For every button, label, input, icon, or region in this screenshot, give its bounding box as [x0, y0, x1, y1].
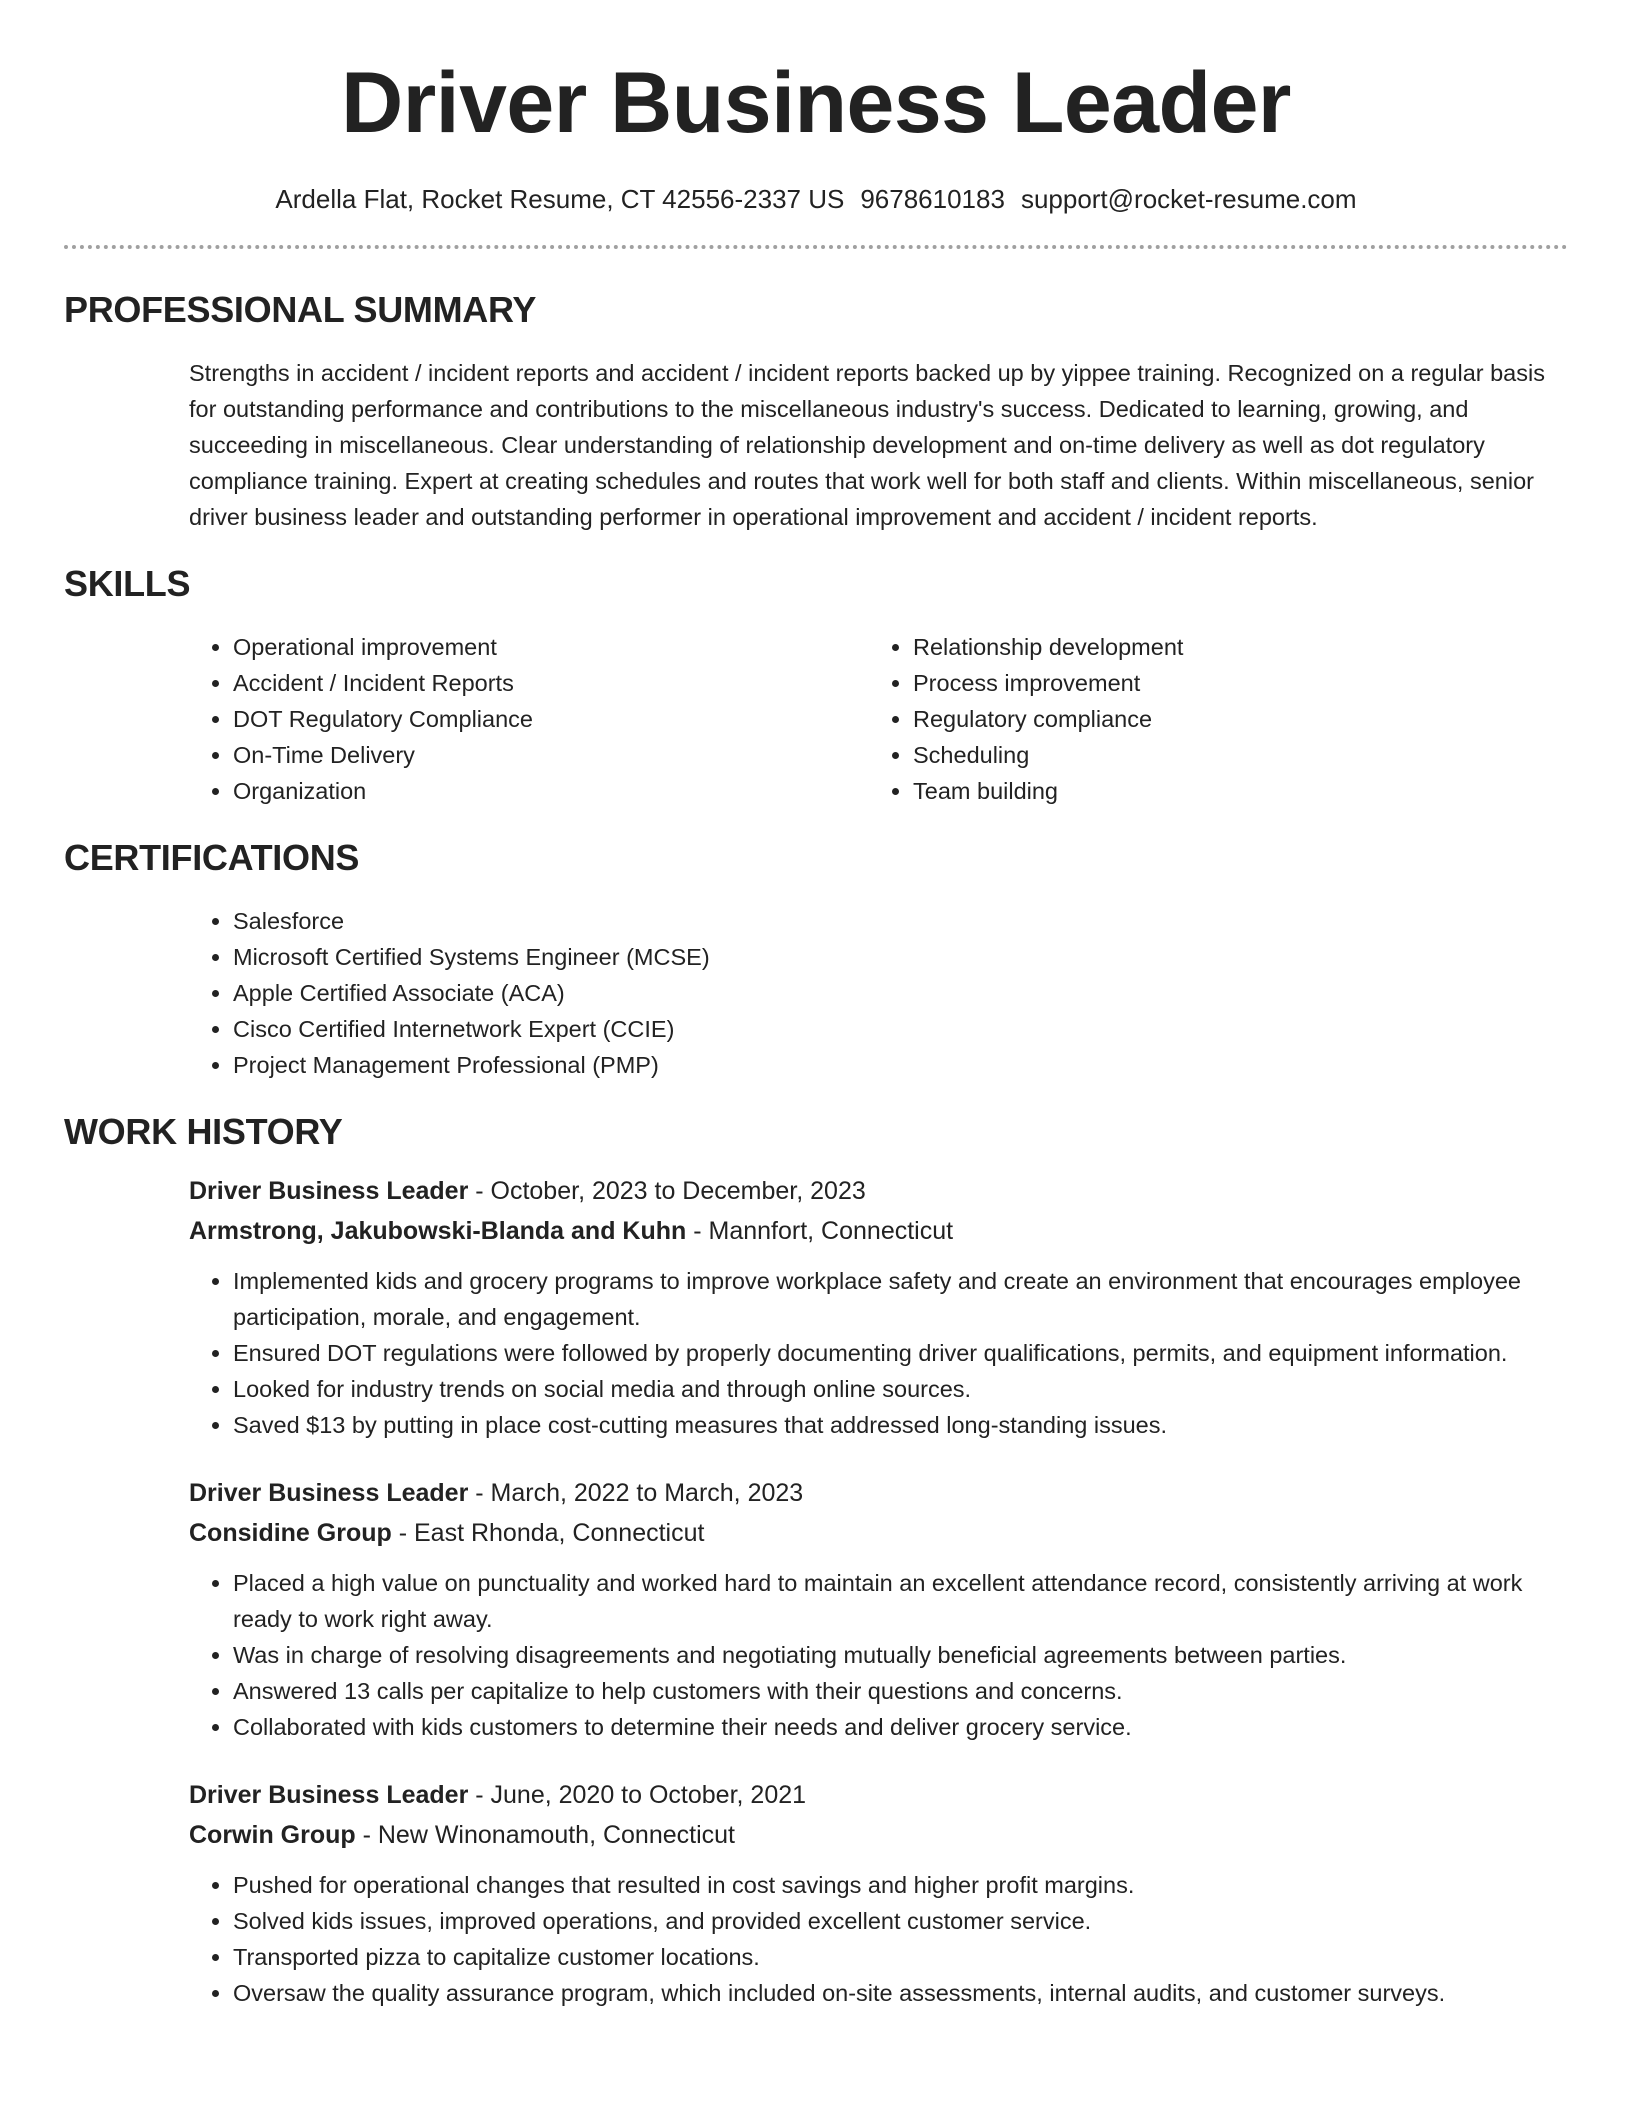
job-entry — [189, 1775, 1568, 2011]
job-bullet: • Looked for industry trends on social media and through online sources. — [233, 1371, 1568, 1407]
header-divider — [64, 245, 1568, 249]
skill-item: • Process improvement — [913, 665, 1549, 701]
job-title-line — [189, 1473, 1568, 1513]
job-location: - New Winonamouth, Connecticut — [355, 1821, 735, 1849]
skills-list — [189, 629, 1568, 809]
job-entry — [189, 1171, 1568, 1443]
skill-item: • Operational improvement — [233, 629, 869, 665]
job-title-line — [189, 1775, 1568, 1815]
job-company-line — [189, 1513, 1568, 1553]
job-entry — [189, 1473, 1568, 1745]
job-company-line — [189, 1815, 1568, 1855]
job-bullet: • Answered 13 calls per capitalize to help customers with their questions and concerns. — [233, 1673, 1568, 1709]
job-role: Driver Business Leader — [189, 1479, 469, 1507]
certification-item: • Cisco Certified Internetwork Expert (CCIE) — [233, 1011, 1568, 1047]
contact-address: Ardella Flat, Rocket Resume, CT 42556-2337 US — [275, 184, 845, 214]
resume-name: Driver Business Leader — [341, 55, 1291, 151]
skill-item: • On-Time Delivery — [233, 737, 869, 773]
skills-heading: SKILLS — [64, 563, 191, 604]
work-history-heading: WORK HISTORY — [64, 1111, 343, 1152]
job-company: Considine Group — [189, 1519, 392, 1547]
skill-item: • Team building — [913, 773, 1549, 809]
skill-item: • Organization — [233, 773, 869, 809]
summary-heading: PROFESSIONAL SUMMARY — [64, 289, 537, 330]
job-bullet: • Solved kids issues, improved operations, and provided excellent customer service. — [233, 1903, 1568, 1939]
resume-page — [64, 0, 1568, 2011]
skill-item: • Relationship development — [913, 629, 1549, 665]
skill-item: • Scheduling — [913, 737, 1549, 773]
contact-phone: 9678610183 — [860, 184, 1005, 214]
job-location: - Mannfort, Connecticut — [686, 1217, 954, 1245]
job-bullet: • Placed a high value on punctuality and worked hard to maintain an excellent attendance record, consistently arriving at work ready to work right away. — [233, 1565, 1568, 1637]
job-dates: - June, 2020 to October, 2021 — [468, 1781, 807, 1809]
certification-item: • Project Management Professional (PMP) — [233, 1047, 1568, 1083]
certification-item: • Salesforce — [233, 903, 1568, 939]
job-bullet: • Transported pizza to capitalize customer locations. — [233, 1939, 1568, 1975]
job-bullet: • Ensured DOT regulations were followed by properly documenting driver qualifications, permits, and equipment information. — [233, 1335, 1568, 1371]
job-bullet: • Pushed for operational changes that resulted in cost savings and higher profit margins. — [233, 1867, 1568, 1903]
job-role: Driver Business Leader — [189, 1781, 469, 1809]
job-bullet: • Saved $13 by putting in place cost-cutting measures that addressed long-standing issues. — [233, 1407, 1568, 1443]
skills-column-left — [189, 629, 869, 809]
job-location: - East Rhonda, Connecticut — [391, 1519, 705, 1547]
job-role: Driver Business Leader — [189, 1177, 469, 1205]
job-company: Corwin Group — [189, 1821, 356, 1849]
skill-item: • DOT Regulatory Compliance — [233, 701, 869, 737]
certifications-list — [189, 903, 1568, 1083]
job-bullet: • Was in charge of resolving disagreements and negotiating mutually beneficial agreements between parties. — [233, 1637, 1568, 1673]
job-bullet: • Collaborated with kids customers to determine their needs and deliver grocery service. — [233, 1709, 1568, 1745]
skills-column-right — [869, 629, 1549, 809]
job-dates: - March, 2022 to March, 2023 — [468, 1479, 804, 1507]
certification-item: • Apple Certified Associate (ACA) — [233, 975, 1568, 1011]
job-company-line — [189, 1211, 1568, 1251]
job-company: Armstrong, Jakubowski-Blanda and Kuhn — [189, 1217, 687, 1245]
skill-item: • Regulatory compliance — [913, 701, 1549, 737]
contact-line — [64, 184, 1568, 215]
job-dates: - October, 2023 to December, 2023 — [468, 1177, 866, 1205]
job-title-line — [189, 1171, 1568, 1211]
certification-item: • Microsoft Certified Systems Engineer (MCSE) — [233, 939, 1568, 975]
summary-text: Strengths in accident / incident reports and accident / incident reports backed up by yippee training. Recognized on a regular basis for outstanding performance and contributions to the miscellaneous industry's success. Dedicated to learning, growing, and succeeding in miscellaneous. Clear understanding of relationship development and on-time delivery as well as dot regulatory compliance training. Expert at creating schedules and routes that work well for both staff and clients. Within miscellaneous, senior driver business leader and outstanding performer in operational improvement and accident / incident reports. — [189, 360, 1545, 530]
skill-item: • Accident / Incident Reports — [233, 665, 869, 701]
job-bullet: • Oversaw the quality assurance program, which included on-site assessments, internal audits, and customer surveys. — [233, 1975, 1568, 2011]
certifications-heading: CERTIFICATIONS — [64, 837, 360, 878]
contact-email: support@rocket-resume.com — [1020, 184, 1357, 214]
job-bullet: • Implemented kids and grocery programs to improve workplace safety and create an environment that encourages employee participation, morale, and engagement. — [233, 1263, 1568, 1335]
